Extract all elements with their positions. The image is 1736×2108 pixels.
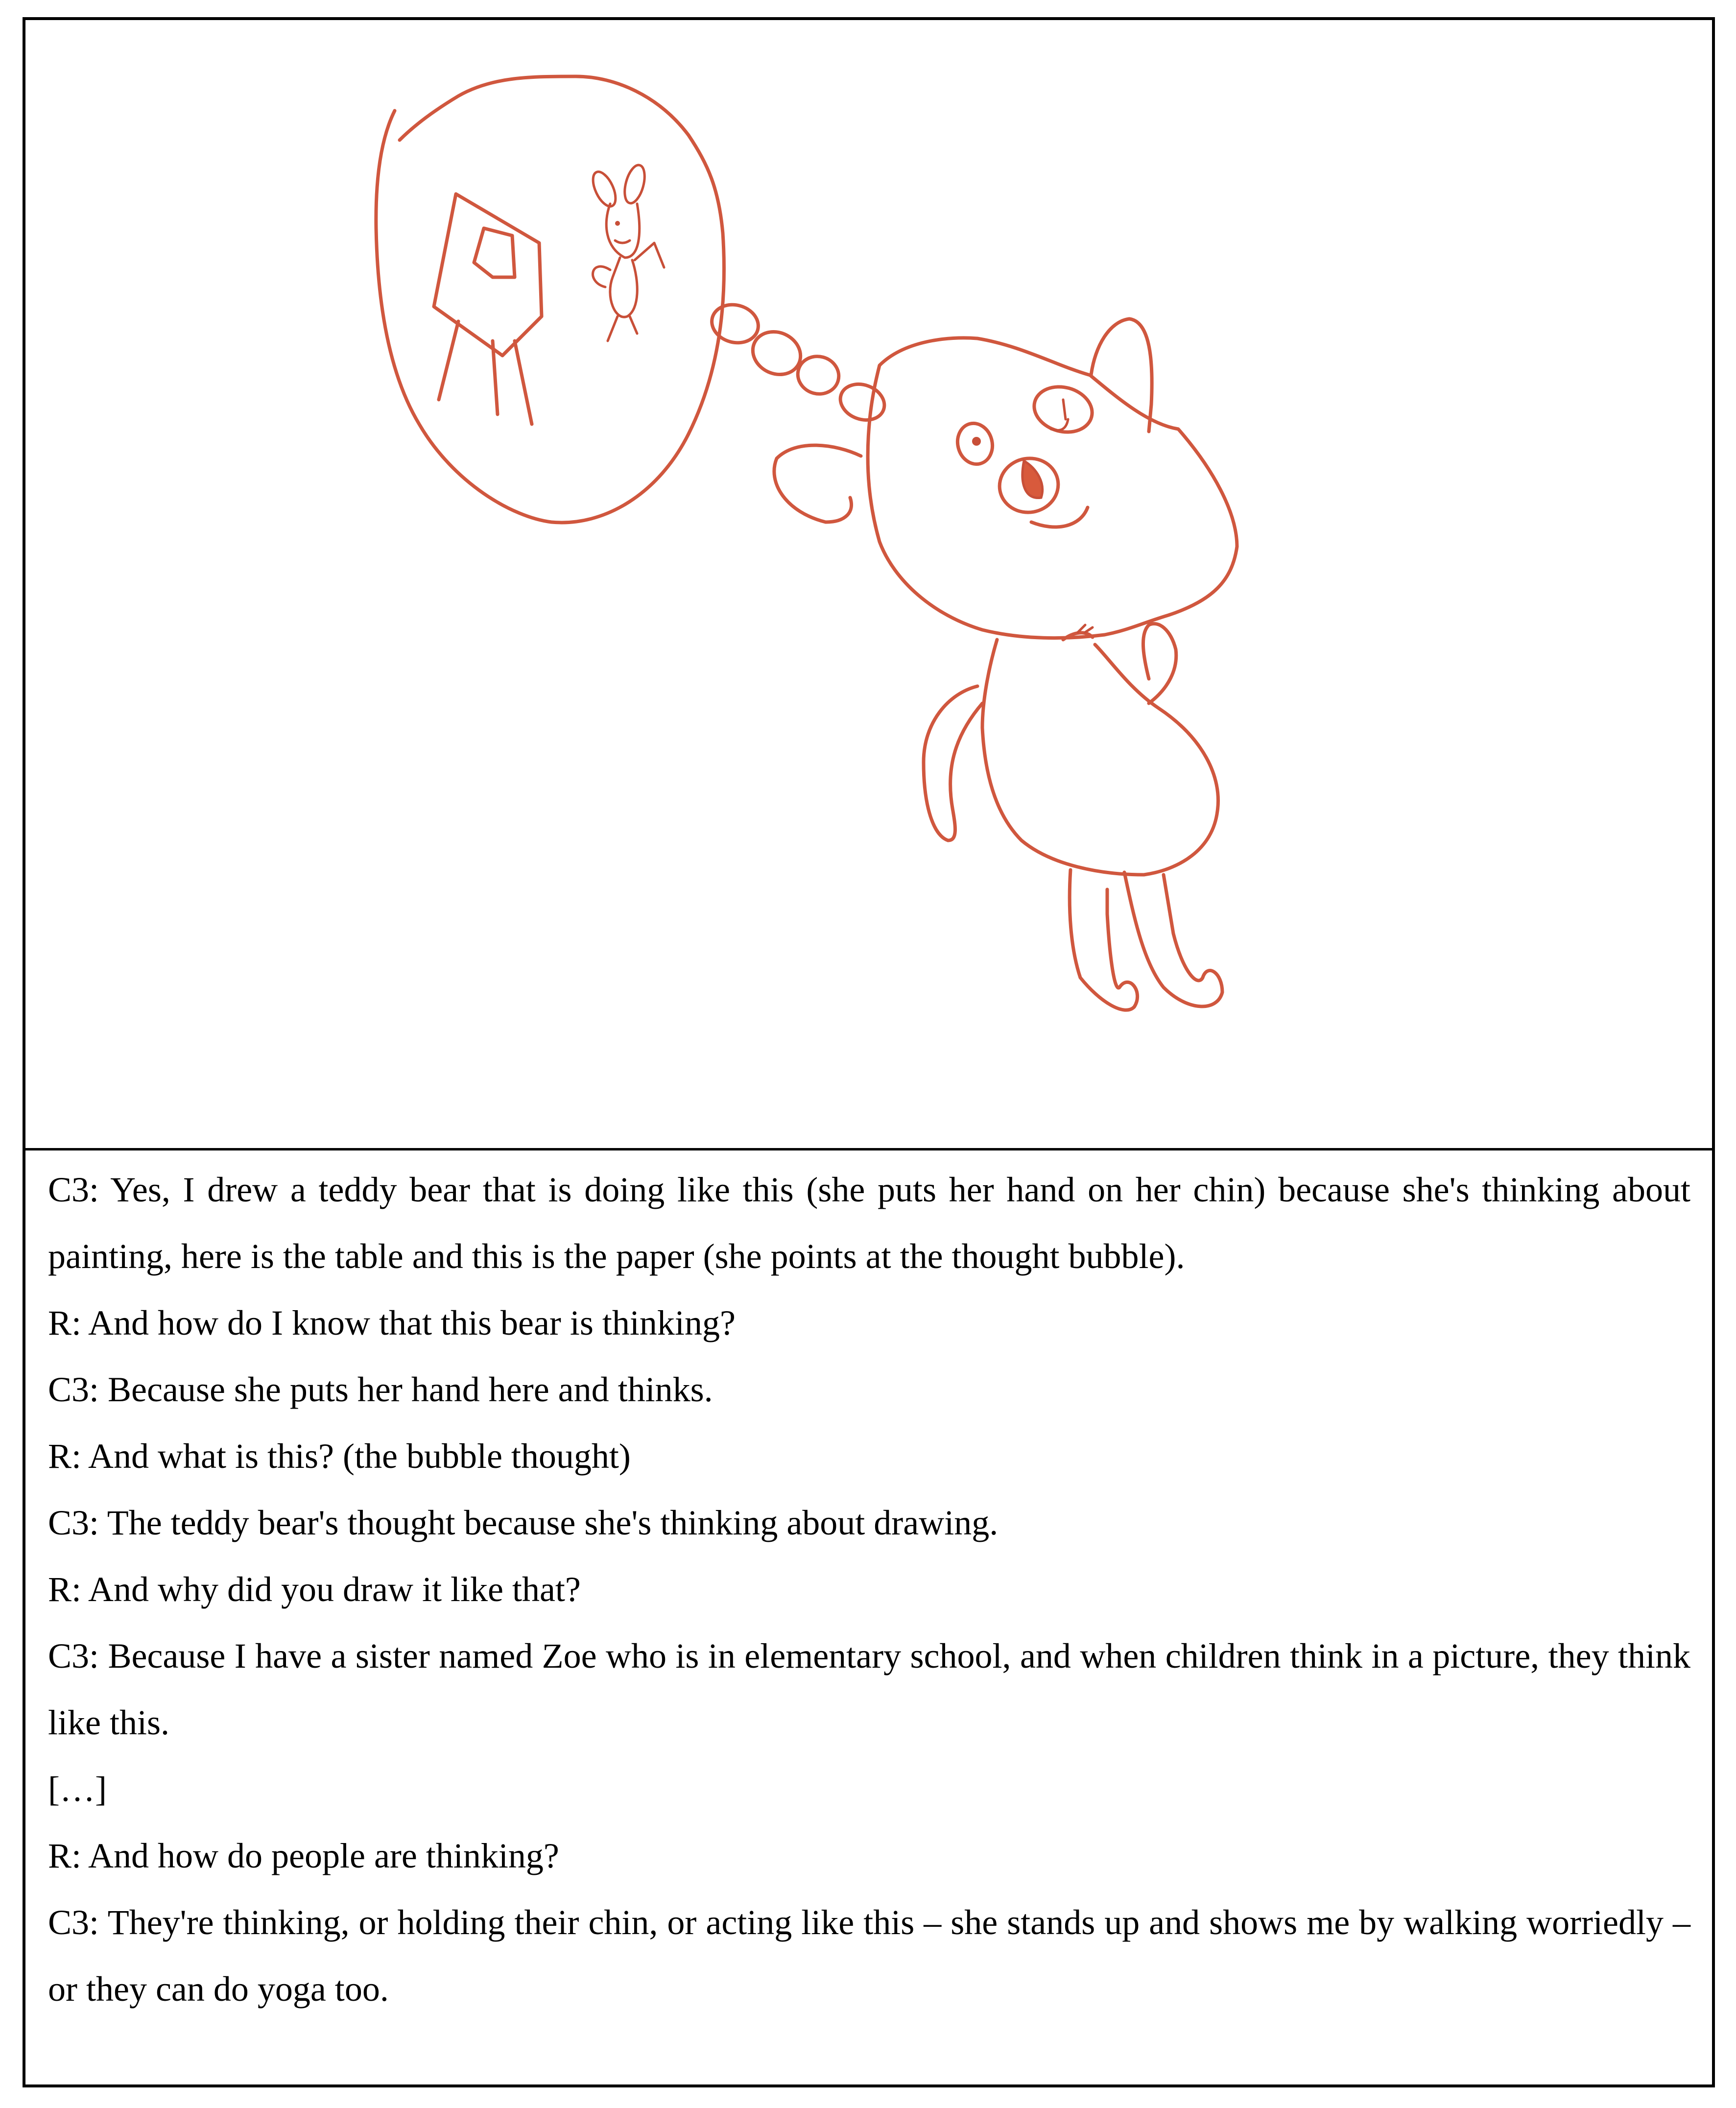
- easel-with-paper: [434, 194, 542, 424]
- transcript-line: C3: Because I have a sister named Zoe who is in elementary school, and when children think in a picture, they think like this.: [48, 1636, 1690, 1742]
- left-arm: [924, 686, 982, 840]
- figure-table: [23, 17, 1715, 2087]
- transcript-line: […]: [48, 1770, 107, 1809]
- transcript-line: C3: The teddy bear's thought because she's thinking about drawing.: [48, 1503, 999, 1542]
- transcript-line: C3: Because she puts her hand here and thinks.: [48, 1370, 713, 1409]
- head: [868, 338, 1237, 638]
- transcript-cell: [25, 1150, 1712, 2084]
- right-leg: [1124, 872, 1222, 1006]
- thought-bubble: [376, 76, 724, 523]
- small-bear-in-bubble: [589, 163, 664, 341]
- child-drawing-image: [3, 3, 1736, 1154]
- transcript-line: C3: They're thinking, or holding their chin, or acting like this – she stands up and shows me by walking worriedly – or they can do yoga too.: [48, 1903, 1690, 2009]
- thought-trail-circles: [708, 300, 889, 426]
- body: [982, 640, 1218, 875]
- transcript-line: R: And how do I know that this bear is thinking?: [48, 1303, 736, 1342]
- transcript-line: C3: Yes, I drew a teddy bear that is doing like this (she puts her hand on her chin) because she's thinking about painting, here is the table and this is the paper (she points at the thought bubble).: [48, 1170, 1690, 1276]
- right-arm: [1143, 623, 1176, 703]
- transcript-line: R: And how do people are thinking?: [48, 1836, 559, 1875]
- teddy-bear: [774, 319, 1237, 1010]
- left-ear: [774, 445, 861, 522]
- drawing-cell: [25, 20, 1712, 1150]
- transcript-line: R: And why did you draw it like that?: [48, 1570, 581, 1609]
- transcript-line: R: And what is this? (the bubble thought): [48, 1437, 631, 1476]
